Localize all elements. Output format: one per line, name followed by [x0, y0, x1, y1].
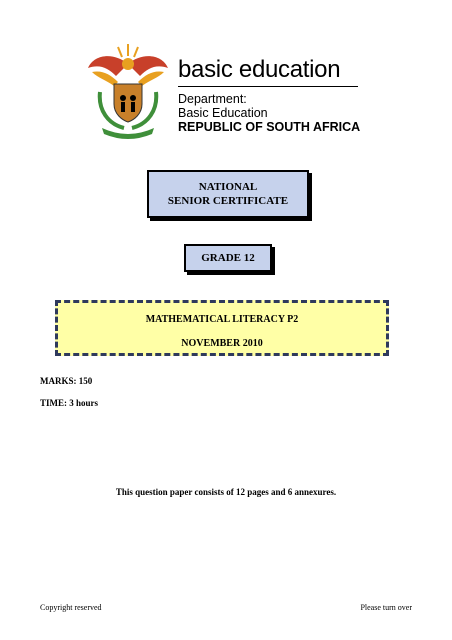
department-block: [178, 92, 360, 134]
brand-divider: [178, 86, 358, 87]
grade-box: [184, 244, 272, 272]
exam-session: NOVEMBER 2010: [181, 338, 263, 349]
department-name: Basic Education: [178, 106, 268, 120]
turn-over-text: Please turn over: [360, 603, 412, 612]
page-footer: [40, 603, 412, 612]
country-name: REPUBLIC OF SOUTH AFRICA: [178, 120, 361, 134]
page-count-note: This question paper consists of 12 pages and 6 annexures.: [115, 487, 337, 497]
brand-title: basic education: [178, 56, 341, 83]
certificate-title-box: [147, 170, 309, 218]
coat-of-arms-logo: [86, 42, 170, 140]
time-label: TIME: 3 hours: [40, 398, 99, 408]
marks-label: MARKS: 150: [40, 376, 93, 386]
certificate-line-1: NATIONAL: [198, 181, 258, 193]
department-label: Department:: [178, 92, 247, 106]
subject-title: MATHEMATICAL LITERACY P2: [145, 314, 299, 325]
subject-box: [55, 300, 389, 356]
grade-label: GRADE 12: [201, 252, 255, 264]
copyright-text: Copyright reserved: [40, 603, 102, 612]
certificate-line-2: SENIOR CERTIFICATE: [167, 195, 289, 207]
